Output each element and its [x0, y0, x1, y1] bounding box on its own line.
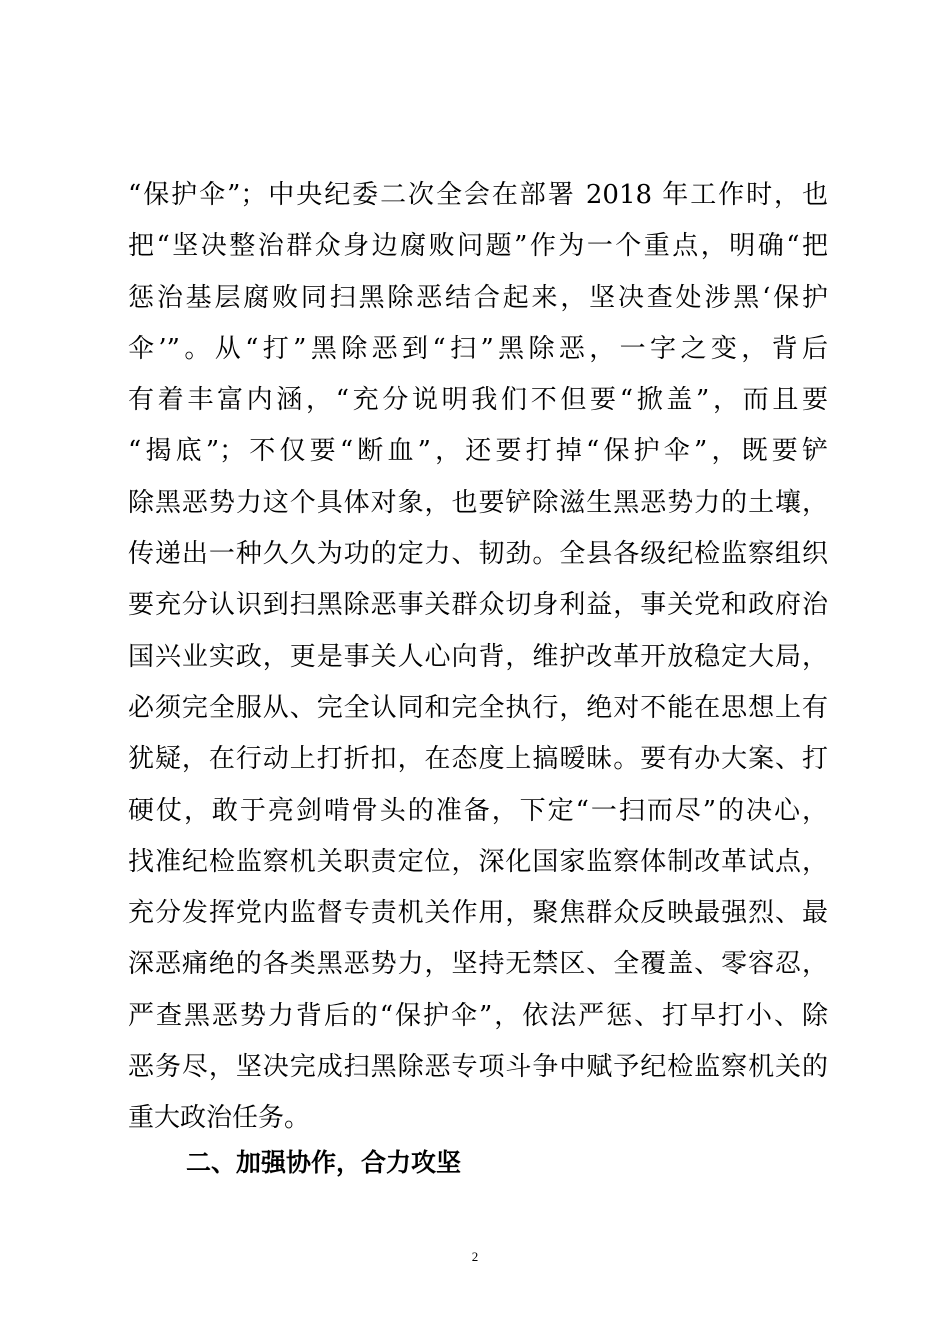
paragraph-line: “保护伞”；中央纪委二次全会在部署 2018 年工作时，也: [128, 180, 828, 210]
paragraph-line: 有着丰富内涵，“充分说明我们不但要“掀盖”，而且要: [128, 385, 828, 416]
paragraph-line: 国兴业实政，更是事关人心向背，维护改革开放稳定大局，: [128, 641, 828, 672]
body-paragraph: [128, 170, 828, 1145]
paragraph-line: 严查黑恶势力背后的“保护伞”，依法严惩、打早打小、除: [128, 1000, 828, 1031]
paragraph-line: 除黑恶势力这个具体对象，也要铲除滋生黑恶势力的土壤，: [128, 487, 828, 518]
paragraph-line: 把“坚决整治群众身边腐败问题”作为一个重点，明确“把: [128, 231, 828, 262]
paragraph-line: 恶务尽，坚决完成扫黑除恶专项斗争中赋予纪检监察机关的: [128, 1052, 828, 1083]
paragraph-line: 充分发挥党内监督专责机关作用，聚焦群众反映最强烈、最: [128, 898, 828, 929]
paragraph-line: 惩治基层腐败同扫黑除恶结合起来，坚决查处涉黑‘保护: [128, 282, 828, 313]
paragraph-line: 传递出一种久久为功的定力、韧劲。全县各级纪检监察组织: [128, 539, 828, 570]
paragraph-line: 伞’”。从“打”黑除恶到“扫”黑除恶，一字之变，背后: [128, 333, 828, 364]
paragraph-line: 深恶痛绝的各类黑恶势力，坚持无禁区、全覆盖、零容忍，: [128, 949, 828, 980]
paragraph-line: 犹疑，在行动上打折扣，在态度上搞暧昧。要有办大案、打: [128, 744, 828, 775]
paragraph-line: 要充分认识到扫黑除恶事关群众切身利益，事关党和政府治: [128, 590, 828, 621]
paragraph-line: 硬仗，敢于亮剑啃骨头的准备，下定“一扫而尽”的决心，: [128, 795, 828, 826]
paragraph-line: 必须完全服从、完全认同和完全执行，绝对不能在思想上有: [128, 692, 828, 723]
paragraph-line: “揭底”；不仅要“断血”，还要打掉“保护伞”，既要铲: [128, 436, 828, 467]
page-number: 2: [471, 1249, 479, 1264]
paragraph-line: 重大政治任务。: [128, 1103, 311, 1134]
paragraph-line: 找准纪检监察机关职责定位，深化国家监察体制改革试点，: [128, 846, 828, 877]
section-heading: 二、加强协作，合力攻坚: [186, 1148, 462, 1177]
